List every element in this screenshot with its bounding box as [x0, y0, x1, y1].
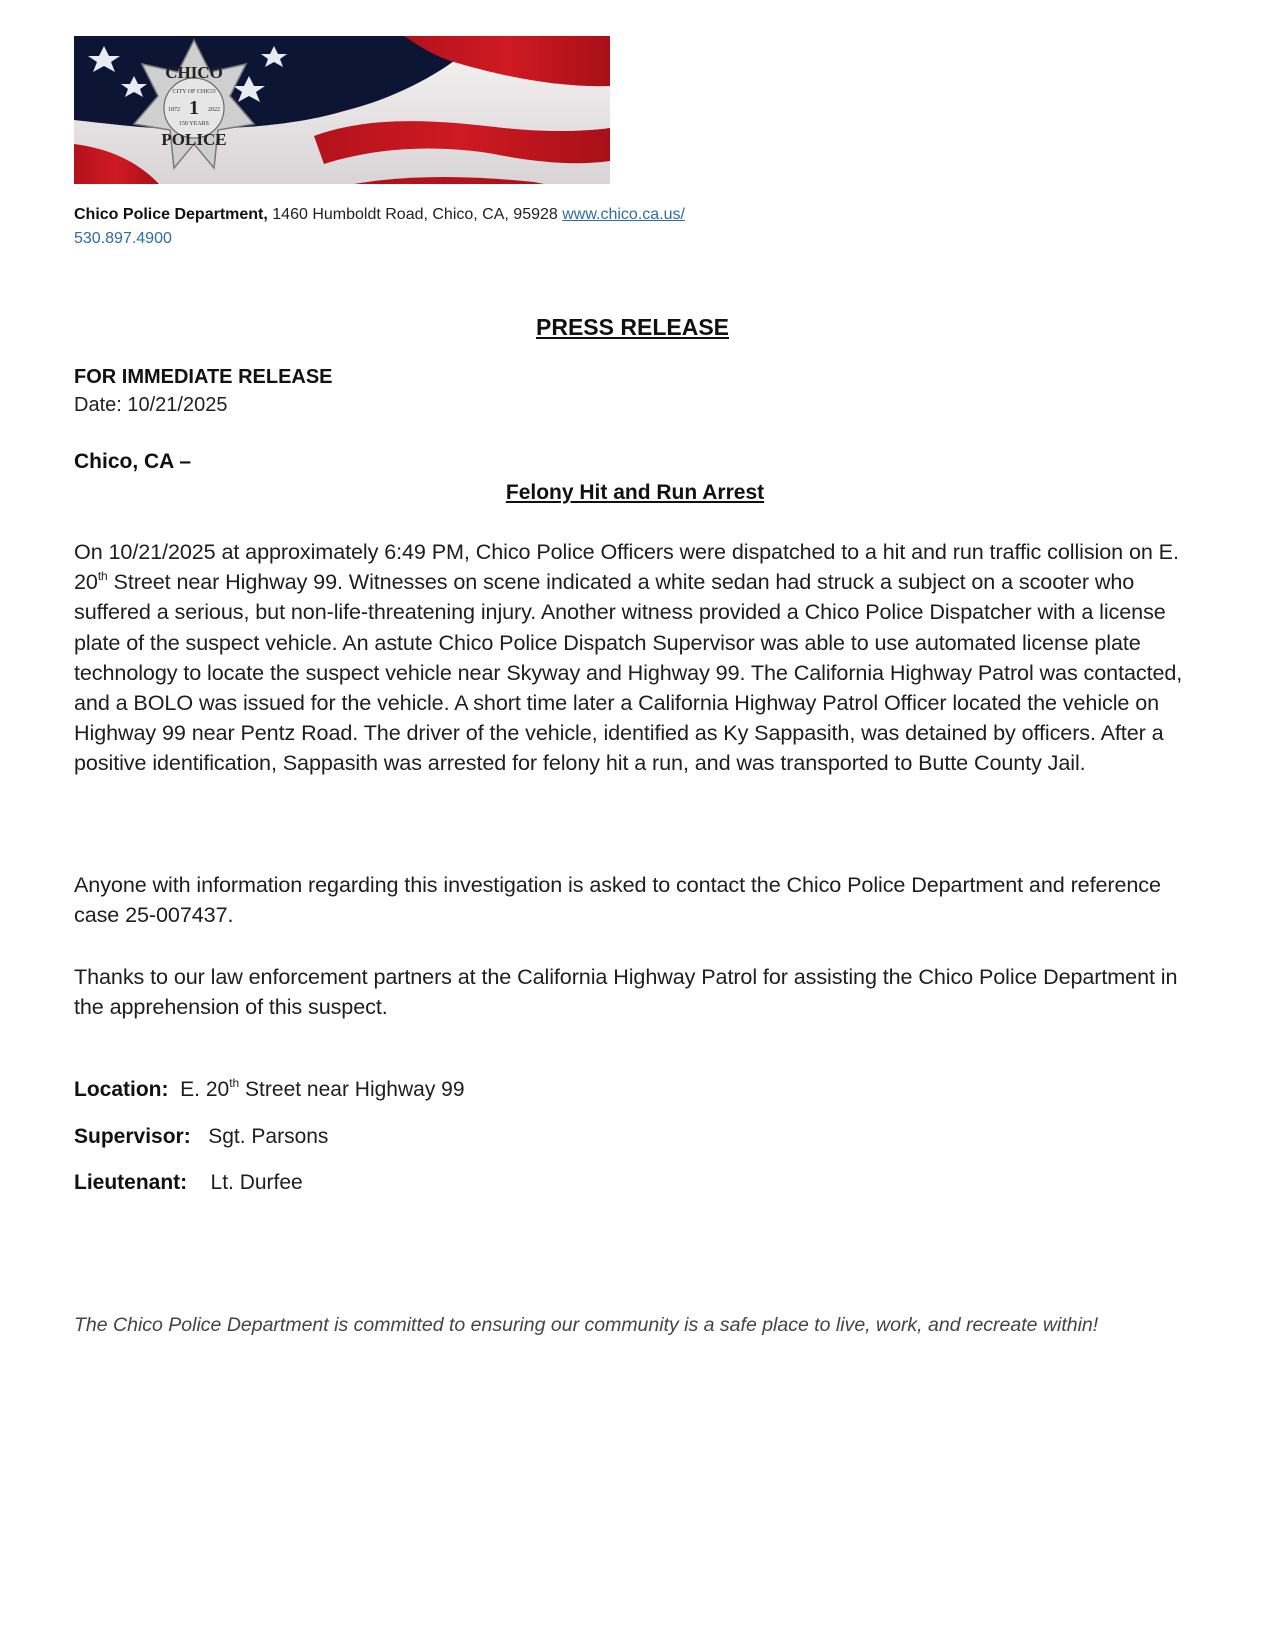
- body-text: On 10/21/2025 at approximately 6:49 PM, Chico Police Officers were dispatched to a hit and run traffic collision on E. 20: [74, 539, 1179, 595]
- svg-text:POLICE: POLICE: [161, 130, 227, 149]
- flag-badge-graphic: [74, 36, 610, 184]
- svg-text:1872: 1872: [168, 107, 180, 113]
- department-contact-info: [74, 203, 685, 251]
- body-paragraph-incident: [74, 537, 1184, 779]
- header-banner-image: [74, 36, 610, 184]
- location-value: Street near Highway 99: [239, 1078, 465, 1101]
- department-phone: 530.897.4900: [74, 230, 172, 247]
- immediate-release-label: FOR IMMEDIATE RELEASE: [74, 366, 333, 388]
- svg-text:CHICO: CHICO: [165, 63, 223, 82]
- department-address: 1460 Humboldt Road, Chico, CA, 95928: [267, 206, 563, 223]
- location-label: Location:: [74, 1078, 169, 1101]
- location-field: [74, 1078, 465, 1102]
- supervisor-value: Sgt. Parsons: [190, 1125, 329, 1148]
- svg-text:2022: 2022: [208, 107, 220, 113]
- ordinal-suffix: th: [229, 1076, 240, 1090]
- svg-text:CITY OF CHICO: CITY OF CHICO: [172, 89, 216, 95]
- svg-text:1: 1: [189, 97, 199, 119]
- website-link[interactable]: www.chico.ca.us/: [562, 206, 685, 223]
- lieutenant-label: Lieutenant:: [74, 1171, 188, 1194]
- department-name: Chico Police Department,: [74, 206, 268, 223]
- body-paragraph-contact: Anyone with information regarding this investigation is asked to contact the Chico Police Department and reference case 25-007437.: [74, 872, 1161, 928]
- headline: Felony Hit and Run Arrest: [505, 481, 765, 504]
- ordinal-suffix: th: [97, 569, 108, 584]
- lieutenant-field: [74, 1171, 303, 1195]
- department-motto: The Chico Police Department is committed to ensuring our community is a safe place to live, work, and recreate within!: [74, 1314, 1099, 1336]
- location-value: E. 20: [168, 1078, 230, 1101]
- body-text: Street near Highway 99. Witnesses on scene indicated a white sedan had struck a subject on a scooter who suffered a serious, but non-life-threatening injury. Another witness provided a Chico Police Dispatcher with a license plate of the suspect vehicle. An astute Chico Police Dispatch Supervisor was able to use automated license plate technology to locate the suspect vehicle near Skyway and Highway 99. The California Highway Patrol was contacted, and a BOLO was issued for the vehicle. A short time later a California Highway Patrol Officer located the vehicle on Highway 99 near Pentz Road. The driver of the vehicle, identified as Ky Sappasith, was detained by officers. After a positive identification, Sappasith was arrested for felony hit a run, and was transported to Butte County Jail.: [74, 569, 1183, 776]
- svg-text:150 YEARS: 150 YEARS: [179, 121, 209, 127]
- lieutenant-value: Lt. Durfee: [187, 1171, 303, 1194]
- body-paragraph-thanks: Thanks to our law enforcement partners at the California Highway Patrol for assisting the Chico Police Department in the apprehension of this suspect.: [74, 964, 1178, 1020]
- supervisor-label: Supervisor:: [74, 1125, 191, 1148]
- release-date: Date: 10/21/2025: [74, 394, 228, 416]
- dateline: Chico, CA –: [74, 450, 192, 473]
- press-release-title: PRESS RELEASE: [536, 314, 729, 340]
- supervisor-field: [74, 1125, 328, 1149]
